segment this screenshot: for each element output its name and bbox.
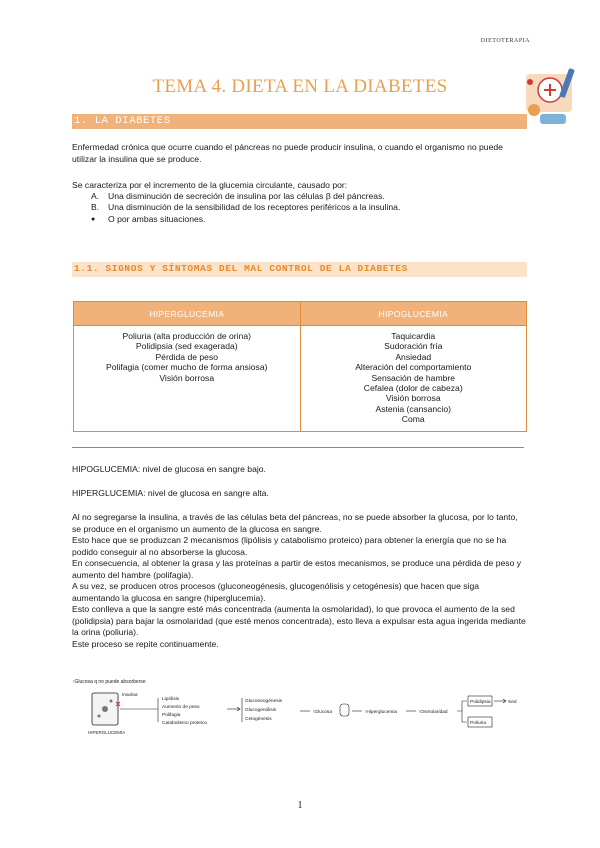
list-item: Polifagia (comer mucho de forma ansiosa) xyxy=(106,362,268,373)
hyper-term: HIPERGLUCEMIA xyxy=(72,488,144,498)
hyper-definition xyxy=(72,488,527,500)
hypo-def: : nivel de glucosa en sangre bajo. xyxy=(137,464,266,474)
list-item: Sudoración fría xyxy=(384,341,443,352)
list-item: Coma xyxy=(401,414,425,425)
diagram-hiperglucemia2: ↑Hiperglucemia xyxy=(364,710,398,715)
diagram-glucogeno: Glucogenólisis xyxy=(245,708,277,713)
diagram-sed: Sed xyxy=(508,700,517,705)
cause-both: O por ambas situaciones. xyxy=(108,214,206,224)
section-heading-bar xyxy=(72,114,527,129)
hyper-symptoms-cell xyxy=(74,326,301,432)
hypo-term: HIPOGLUCEMIA xyxy=(72,464,138,474)
hyperglycemia-diagram xyxy=(72,676,527,746)
diagram-hiperglucemia: HIPERGLUCEMIA xyxy=(88,730,126,735)
diagram-polidipsia: Polidipsia xyxy=(470,700,491,705)
vessel-icon xyxy=(340,704,349,716)
list-item: Poliuria (alta producción de orina) xyxy=(122,331,251,341)
paragraph: Este proceso se repite continuamente. xyxy=(72,638,219,649)
hypo-symptoms-cell xyxy=(300,326,527,432)
paragraph: Esto hace que se produzcan 2 mecanismos (lipólisis y catabolismo proteico) para obtener la energía que no se ha podido conseguir al no absorberse la glucosa. xyxy=(72,535,507,557)
diagram-top-note: ↑Glucosa q no puede absorberse xyxy=(72,679,146,685)
paragraph: Al no segregarse la insulina, a través de las células beta del páncreas, no se puede absorber la glucosa, por lo tanto, se produce en el organismo un aumento de la glucosa en sangre. xyxy=(72,512,518,534)
diagram-catabolismo: Catabolismo proteico xyxy=(162,721,208,726)
explanation-text xyxy=(72,512,527,650)
cause-marker-b: B. xyxy=(91,202,100,212)
subsection-heading-bar xyxy=(72,262,527,277)
diabetes-definition: Enfermedad crónica que ocurre cuando el páncreas no puede producir insulina, o cuando el organismo no puede utilizar la insulina que se produce. xyxy=(72,142,503,164)
subsection-heading: 1.1. SIGNOS Y SÍNTOMAS DEL MAL CONTROL DE LA DIABETES xyxy=(74,263,408,274)
list-item: Taquicardia xyxy=(391,331,436,341)
diagram-gluconeo: Gluconeogénesis xyxy=(245,699,283,704)
diagram-insulina: Insulina xyxy=(122,692,138,697)
paragraph: En consecuencia, al obtener la grasa y las proteínas a partir de estos mecanismos, se produce una pérdida de peso y aumento del hambre (polifagia). xyxy=(72,558,522,580)
list-item: Pérdida de peso xyxy=(155,351,219,362)
divider xyxy=(72,447,524,448)
hyper-def: : nivel de glucosa en sangre alta. xyxy=(143,488,269,498)
diagram-lipolisis: Lipólisis xyxy=(162,697,180,702)
list-item: Visión borrosa xyxy=(159,372,215,383)
cause-b: Una disminución de la sensibilidad de los receptores periféricos a la insulina. xyxy=(108,202,401,212)
list-item: Astenia (cansancio) xyxy=(375,403,451,414)
page-title: TEMA 4. DIETA EN LA DIABETES xyxy=(152,76,448,97)
hypo-definition xyxy=(72,464,527,476)
diagram-osmolaridad: ↑Osmolaridad xyxy=(418,710,448,715)
header-label: DIETOTERAPIA xyxy=(480,38,530,44)
symptoms-table xyxy=(73,301,527,432)
table-header-hyper: HIPERGLUCEMIA xyxy=(74,302,301,326)
section-heading: 1. LA DIABETES xyxy=(74,115,171,127)
characteristics-intro: Se caracteriza por el incremento de la glucemia circulante, causado por: xyxy=(72,180,348,190)
diagram-glucosa: ↑Glucosa xyxy=(312,710,332,715)
list-item: Polidipsia (sed exagerada) xyxy=(135,341,238,352)
diagram-poliuria: Poliuria xyxy=(470,721,486,726)
list-item: Sensación de hambre xyxy=(371,372,456,383)
list-item: Alteración del comportamiento xyxy=(355,362,472,373)
page-number: 1 xyxy=(297,800,303,811)
list-item: Cefalea (dolor de cabeza) xyxy=(363,383,463,394)
paragraph: A su vez, se producen otros procesos (gluconeogénesis, glucogenólisis y cetogénesis) que hacen que siga aumentando la glucosa en sangre (hiperglucemia). xyxy=(72,581,480,603)
cause-a: Una disminución de secreción de insulina por las células β del páncreas. xyxy=(108,191,385,201)
bullet-icon: ● xyxy=(91,216,96,223)
diagram-polifagia: Polifagia xyxy=(162,713,181,718)
cause-marker-a: A. xyxy=(91,191,100,201)
paragraph: Esto conlleva a que la sangre esté más concentrada (aumenta la osmolaridad), lo que provoca el aumento de la sed (polidipsia) para bajar la osmolaridad (que esté menos concentrada), esto lleva a expulsar esta agua ingerida mediante la orina (poliuria). xyxy=(72,604,526,637)
diagram-aumento: Aumento de peso xyxy=(162,705,200,710)
list-item: Visión borrosa xyxy=(385,393,441,404)
table-header-hypo: HIPOGLUCEMIA xyxy=(300,302,527,326)
list-item: Ansiedad xyxy=(395,351,432,362)
diagram-cetogenesis: Cetogénesis xyxy=(245,717,272,722)
glucose-dot-icon xyxy=(102,706,108,712)
